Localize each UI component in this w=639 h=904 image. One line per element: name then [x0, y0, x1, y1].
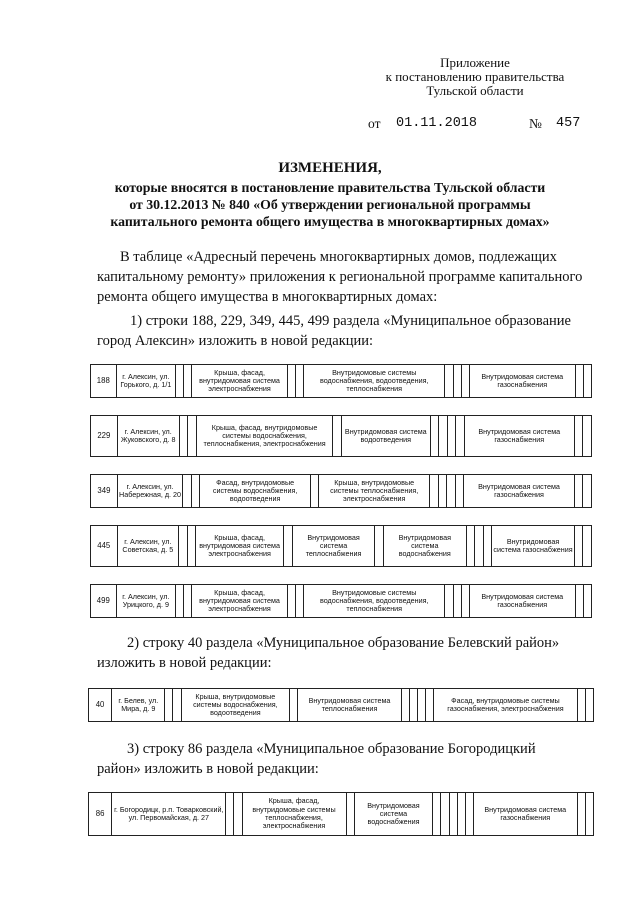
row-number: 86	[89, 793, 112, 836]
table-row-499	[90, 584, 592, 618]
intro-line-2: капитальному ремонту» приложения к региональной программе капитального	[97, 269, 583, 285]
table-row-86	[88, 792, 594, 836]
document-title: ИЗМЕНЕНИЯ,	[278, 160, 382, 176]
row-work-3: Внутридомовая система газоснабжения	[470, 585, 576, 618]
row-work-3: Внутридомовая система газоснабжения	[464, 416, 574, 457]
row-work-3: Внутридомовая система водоснабжения	[383, 526, 466, 567]
row-number: 229	[91, 416, 118, 457]
row-number: 40	[89, 689, 112, 722]
row-work-1: Крыша, фасад, внутридомовая система электроснабжения	[192, 585, 287, 618]
section2-line-2: изложить в новой редакции:	[97, 655, 272, 671]
section3-line-1: 3) строку 86 раздела «Муниципальное образование Богородицкий	[127, 741, 536, 757]
intro-line-3: ремонта общего имущества в многоквартирных домах:	[97, 289, 438, 305]
date-prefix: от	[368, 116, 381, 131]
row-address: г. Алексин, ул. Горького, д. 1/1	[116, 365, 175, 398]
row-number: 445	[91, 526, 118, 567]
table-row-40	[88, 688, 594, 722]
intro-line-1: В таблице «Адресный перечень многоквартирных домов, подлежащих	[120, 249, 557, 265]
section2-line-1: 2) строку 40 раздела «Муниципальное образование Белевский район»	[127, 635, 560, 651]
row-work-1: Крыша, фасад, внутридомовые системы теплоснабжения, электроснабжения	[242, 793, 346, 836]
document-subtitle-line-1: которые вносятся в постановление правительства Тульской области	[114, 180, 546, 195]
document-subtitle-line-2: от 30.12.2013 № 840 «Об утверждении региональной программы	[129, 197, 531, 212]
document-number: 457	[556, 116, 581, 131]
row-work-4: Внутридомовая система газоснабжения	[492, 526, 575, 567]
row-number: 188	[91, 365, 117, 398]
appendix-block	[360, 56, 590, 98]
row-work-2: Крыша, внутридомовые системы теплоснабжения, электроснабжения	[319, 475, 429, 508]
row-work-1: Крыша, фасад, внутридомовая система электроснабжения	[196, 526, 284, 567]
table-row-349	[90, 474, 592, 508]
document-subtitle-line-3: капитального ремонта общего имущества в многоквартирных домах»	[110, 214, 550, 229]
row-work-3: Внутридомовая система газоснабжения	[464, 475, 574, 508]
row-work-2: Внутридомовая система водоснабжения	[354, 793, 433, 836]
row-work-1: Крыша, фасад, внутридомовая система электроснабжения	[192, 365, 287, 398]
row-address: г. Алексин, ул. Жуковского, д. 8	[117, 416, 179, 457]
row-address: г. Богородицк, р.п. Товарковский, ул. Первомайская, д. 27	[112, 793, 226, 836]
row-number: 349	[91, 475, 118, 508]
row-work-3: Внутридомовая система газоснабжения	[470, 365, 576, 398]
appendix-line-2: к постановлению правительства	[385, 69, 565, 84]
row-number: 499	[91, 585, 117, 618]
row-work-1: Фасад, внутридомовые системы водоснабжения, водоотведения	[200, 475, 310, 508]
row-work-2: Внутридомовая система теплоснабжения	[292, 526, 375, 567]
number-sign: №	[529, 116, 542, 131]
row-address: г. Алексин, ул. Набережная, д. 20	[117, 475, 182, 508]
section3-line-2: район» изложить в новой редакции:	[97, 761, 319, 777]
row-work-1: Крыша, фасад, внутридомовые системы водоснабжения, теплоснабжения, электроснабжения	[196, 416, 333, 457]
table-row-229	[90, 415, 592, 457]
table-row-445	[90, 525, 592, 567]
row-work-2: Внутридомовые системы водоснабжения, водоотведения, теплоснабжения	[304, 585, 445, 618]
appendix-line-1: Приложение	[440, 55, 510, 70]
section1-line-2: город Алексин» изложить в новой редакции:	[97, 333, 374, 349]
row-work-3: Фасад, внутридомовые системы газоснабжения, электроснабжения	[434, 689, 578, 722]
appendix-line-3: Тульской области	[426, 83, 524, 98]
row-work-2: Внутридомовая система водоотведения	[341, 416, 430, 457]
row-address: г. Белев, ул. Мира, д. 9	[112, 689, 165, 722]
row-work-2: Внутридомовая система теплоснабжения	[298, 689, 402, 722]
document-date: 01.11.2018	[396, 116, 478, 131]
section1-line-1: 1) строки 188, 229, 349, 445, 499 раздела «Муниципальное образование	[130, 313, 571, 329]
row-work-3: Внутридомовая система газоснабжения	[473, 793, 577, 836]
row-work-1: Крыша, внутридомовые системы водоснабжения, водоотведения	[181, 689, 290, 722]
table-row-188	[90, 364, 592, 398]
row-address: г. Алексин, ул. Урицкого, д. 9	[116, 585, 175, 618]
row-work-2: Внутридомовые системы водоснабжения, водоотведения, теплоснабжения	[304, 365, 445, 398]
row-address: г. Алексин, ул. Советская, д. 5	[117, 526, 179, 567]
